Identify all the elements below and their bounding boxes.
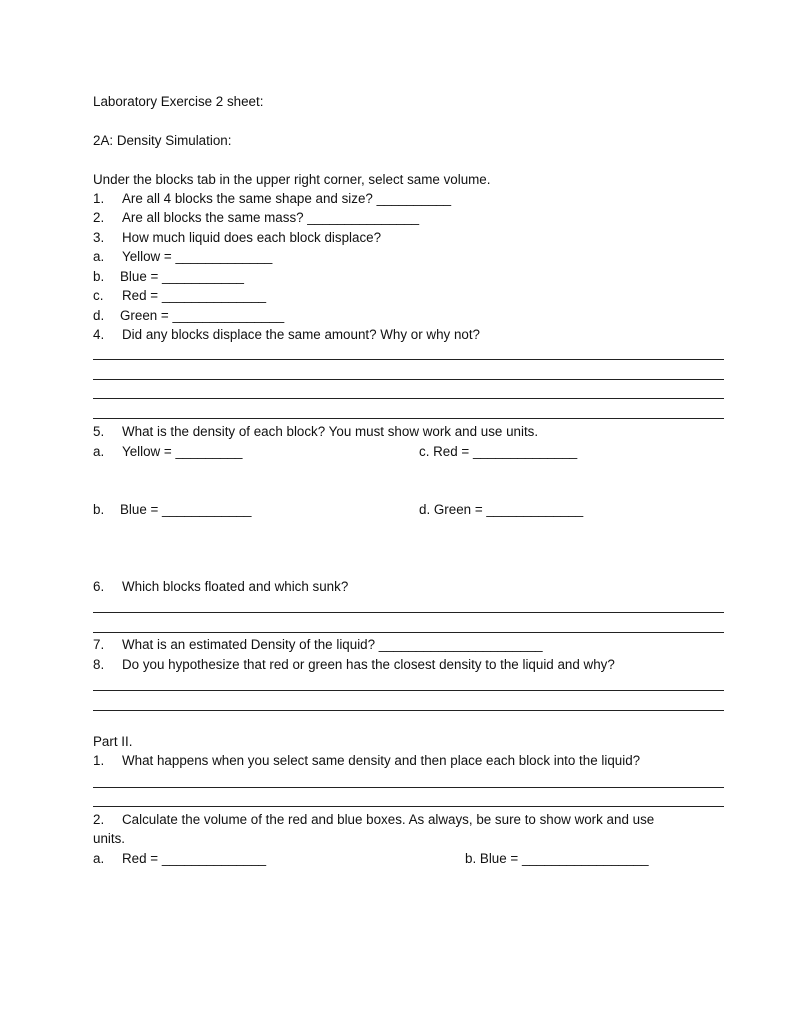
question-4: Did any blocks displace the same amount? Why or why not? xyxy=(122,327,481,342)
question-number: 2. xyxy=(93,210,105,225)
sub-item-letter: b. xyxy=(93,502,105,517)
answer-line xyxy=(93,632,724,633)
answer-line xyxy=(93,398,724,399)
question-number: 5. xyxy=(93,424,105,439)
question-3: How much liquid does each block displace? xyxy=(122,230,382,245)
question-7: What is an estimated Density of the liquid? ______________________ xyxy=(122,637,543,652)
question-5c: c. Red = ______________ xyxy=(419,444,578,459)
question-2: Are all blocks the same mass? _______________ xyxy=(122,210,420,225)
question-3d: Green = _______________ xyxy=(120,308,285,323)
question-6: Which blocks floated and which sunk? xyxy=(122,579,349,594)
question-number: 8. xyxy=(93,657,105,672)
part-2-question-2b: b. Blue = _________________ xyxy=(465,851,649,866)
question-number: 1. xyxy=(93,753,105,768)
question-5d: d. Green = _____________ xyxy=(419,502,584,517)
question-5: What is the density of each block? You must show work and use units. xyxy=(122,424,539,439)
question-number: 1. xyxy=(93,191,105,206)
question-1: Are all 4 blocks the same shape and size? __________ xyxy=(122,191,452,206)
part-2-heading: Part II. xyxy=(93,734,133,749)
answer-line xyxy=(93,787,724,788)
question-5a: Yellow = _________ xyxy=(122,444,243,459)
question-number: 4. xyxy=(93,327,105,342)
document-title: Laboratory Exercise 2 sheet: xyxy=(93,94,264,109)
part-2-question-2a: Red = ______________ xyxy=(122,851,267,866)
instructions: Under the blocks tab in the upper right corner, select same volume. xyxy=(93,172,491,187)
part-2-question-1: What happens when you select same density and then place each block into the liquid? xyxy=(122,753,641,768)
sub-item-letter: c. xyxy=(93,288,104,303)
question-number: 7. xyxy=(93,637,105,652)
answer-line xyxy=(93,379,724,380)
sub-item-letter: d. xyxy=(93,308,105,323)
question-3c: Red = ______________ xyxy=(122,288,267,303)
answer-line xyxy=(93,418,724,419)
sub-item-letter: a. xyxy=(93,851,105,866)
question-number: 6. xyxy=(93,579,105,594)
answer-line xyxy=(93,710,724,711)
answer-line xyxy=(93,806,724,807)
question-3b: Blue = ___________ xyxy=(120,269,244,284)
sub-item-letter: a. xyxy=(93,444,105,459)
sub-item-letter: a. xyxy=(93,249,105,264)
part-2-question-2: Calculate the volume of the red and blue boxes. As always, be sure to show work and use xyxy=(122,812,655,827)
question-number: 3. xyxy=(93,230,105,245)
question-5b: Blue = ____________ xyxy=(120,502,252,517)
section-heading: 2A: Density Simulation: xyxy=(93,133,232,148)
question-number: 2. xyxy=(93,812,105,827)
part-2-question-2-continued: units. xyxy=(93,831,126,846)
answer-line xyxy=(93,690,724,691)
question-8: Do you hypothesize that red or green has the closest density to the liquid and why? xyxy=(122,657,615,672)
sub-item-letter: b. xyxy=(93,269,105,284)
answer-line xyxy=(93,612,724,613)
question-3a: Yellow = _____________ xyxy=(122,249,273,264)
answer-line xyxy=(93,359,724,360)
